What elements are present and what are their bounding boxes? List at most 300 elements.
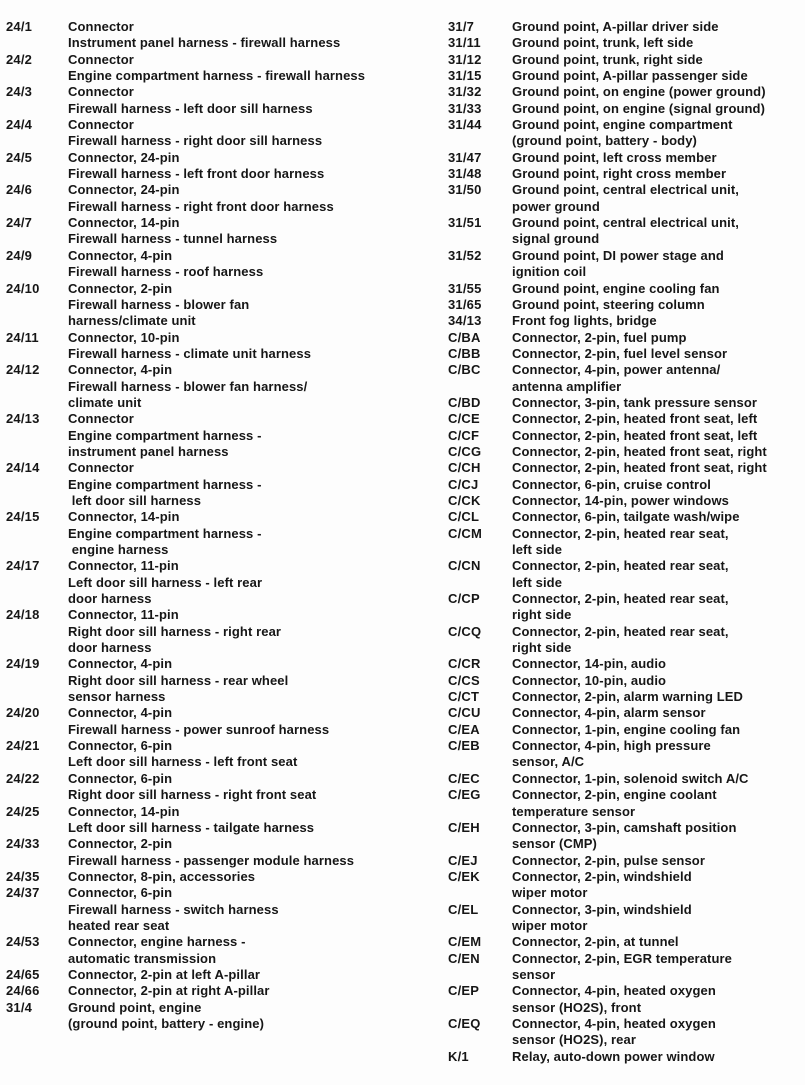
description-line: Connector, 14-pin <box>68 509 180 525</box>
description-line: Instrument panel harness - firewall harness <box>68 35 341 51</box>
component-code: 24/4 <box>6 117 33 133</box>
legend-entry <box>448 477 804 493</box>
component-code: K/1 <box>448 1048 469 1064</box>
description-line: Connector, 2-pin at right A-pillar <box>68 983 270 999</box>
component-code: 31/44 <box>448 117 482 133</box>
component-description <box>512 558 804 591</box>
component-code: C/BA <box>448 329 481 345</box>
description-line: Connector, 2-pin, pulse sensor <box>512 852 705 868</box>
description-line: sensor (HO2S), rear <box>512 1032 637 1048</box>
description-line: Engine compartment harness - <box>68 476 262 492</box>
description-line: Connector, 4-pin, high pressure <box>512 738 711 754</box>
component-description <box>512 477 804 493</box>
legend-entry <box>448 117 804 150</box>
component-description <box>68 117 426 150</box>
component-code: 24/7 <box>6 215 33 231</box>
component-code: 31/47 <box>448 149 482 165</box>
description-line: Engine compartment harness - <box>68 525 262 541</box>
component-code: 31/51 <box>448 215 482 231</box>
legend-entry <box>448 395 804 411</box>
component-code: C/CH <box>448 460 481 476</box>
legend-entry <box>6 19 426 52</box>
legend-entry <box>6 52 426 85</box>
legend-entry <box>448 983 804 1016</box>
description-line: Connector, 2-pin at left A-pillar <box>68 966 261 982</box>
legend-entry <box>6 869 426 885</box>
component-description <box>68 607 426 656</box>
component-description <box>68 558 426 607</box>
component-code: 31/33 <box>448 100 482 116</box>
component-code: 24/25 <box>6 803 40 819</box>
component-code: 24/37 <box>6 885 40 901</box>
legend-entry <box>6 771 426 804</box>
component-description <box>68 182 426 215</box>
description-line: Connector, 11-pin <box>68 558 179 574</box>
description-line: Ground point, A-pillar passenger side <box>512 68 748 84</box>
legend-entry <box>448 787 804 820</box>
component-code: C/EH <box>448 819 480 835</box>
component-description <box>512 1049 804 1065</box>
component-code: C/EN <box>448 950 480 966</box>
component-description <box>512 182 804 215</box>
description-line: Engine compartment harness - <box>68 427 262 443</box>
component-code: 24/18 <box>6 607 40 623</box>
component-description <box>68 804 426 837</box>
description-line: Firewall harness - tunnel harness <box>68 231 278 247</box>
legend-column-right <box>448 19 804 1065</box>
description-line: Front fog lights, bridge <box>512 313 657 329</box>
component-code: 31/32 <box>448 84 482 100</box>
description-line: Connector, 2-pin, heated rear seat, <box>512 591 729 607</box>
legend-entry <box>448 150 804 166</box>
description-line: Connector, 3-pin, camshaft position <box>512 819 737 835</box>
component-code: 31/11 <box>448 35 481 51</box>
description-line: wiper motor <box>512 885 588 901</box>
description-line: Firewall harness - left door sill harness <box>68 100 313 116</box>
component-code: 24/17 <box>6 558 40 574</box>
component-code: C/EL <box>448 901 479 917</box>
component-description <box>68 1000 426 1033</box>
description-line: left side <box>512 542 563 557</box>
component-description <box>68 771 426 804</box>
description-line: Right door sill harness - rear wheel <box>68 672 289 688</box>
description-line: Connector, 2-pin, engine coolant <box>512 787 717 803</box>
component-description <box>512 150 804 166</box>
description-line: Firewall harness - passenger module harness <box>68 852 355 868</box>
legend-entry <box>448 951 804 984</box>
component-description <box>68 248 426 281</box>
component-code: 31/48 <box>448 166 482 182</box>
component-description <box>512 673 804 689</box>
legend-entry <box>6 248 426 281</box>
description-line: Connector, 14-pin, power windows <box>512 492 729 508</box>
description-line: climate unit <box>68 394 142 410</box>
component-description <box>512 983 804 1016</box>
component-code: C/CT <box>448 689 480 705</box>
description-line: Connector <box>68 460 134 476</box>
description-line: Connector <box>68 117 134 133</box>
component-description <box>512 411 804 427</box>
description-line: Connector, 4-pin <box>68 362 173 378</box>
description-line: Connector, 10-pin, audio <box>512 672 667 688</box>
component-code: 24/33 <box>6 836 40 852</box>
legend-entry <box>6 558 426 607</box>
description-line: Connector, 4-pin, heated oxygen <box>512 1015 716 1031</box>
description-line: Connector, 24-pin <box>68 149 180 165</box>
legend-entry <box>448 346 804 362</box>
component-code: C/CR <box>448 656 481 672</box>
legend-entry <box>448 166 804 182</box>
component-description <box>512 787 804 820</box>
component-description <box>512 591 804 624</box>
component-description <box>512 526 804 559</box>
component-description <box>68 983 426 999</box>
description-line: Ground point, steering column <box>512 296 705 312</box>
legend-entry <box>6 705 426 738</box>
component-description <box>68 656 426 705</box>
description-line: Connector, 4-pin <box>68 705 173 721</box>
legend-entry <box>448 215 804 248</box>
description-line: door harness <box>68 591 152 607</box>
component-description <box>512 330 804 346</box>
legend-entry <box>448 68 804 84</box>
legend-entry <box>448 1016 804 1049</box>
legend-entry <box>6 150 426 183</box>
component-description <box>512 738 804 771</box>
legend-column-left <box>6 19 426 1032</box>
description-line: temperature sensor <box>512 803 636 819</box>
description-line: Connector <box>68 84 134 100</box>
description-line: Connector, 2-pin, at tunnel <box>512 934 679 950</box>
description-line: Connector, 14-pin <box>68 803 180 819</box>
component-code: C/CP <box>448 591 480 607</box>
description-line: Ground point, engine <box>68 999 202 1015</box>
component-code: C/EA <box>448 721 480 737</box>
component-code: C/BC <box>448 362 481 378</box>
component-description <box>512 346 804 362</box>
component-description <box>68 281 426 330</box>
description-line: Left door sill harness - tailgate harness <box>68 819 315 835</box>
component-description <box>68 738 426 771</box>
description-line: Ground point, DI power stage and <box>512 247 724 263</box>
legend-entry <box>6 362 426 411</box>
description-line: Firewall harness - left front door harness <box>68 166 325 182</box>
component-description <box>68 19 426 52</box>
description-line: Ground point, on engine (signal ground) <box>512 100 766 116</box>
legend-entry <box>6 281 426 330</box>
component-code: 24/12 <box>6 362 40 378</box>
description-line: Ground point, trunk, right side <box>512 51 703 67</box>
description-line: Ground point, engine compartment <box>512 117 733 133</box>
legend-entry <box>448 624 804 657</box>
description-line: Connector, 2-pin, windshield <box>512 868 692 884</box>
component-code: C/EP <box>448 983 480 999</box>
legend-entry <box>6 411 426 460</box>
legend-entry <box>6 330 426 363</box>
legend-entry <box>6 804 426 837</box>
legend-entry <box>6 607 426 656</box>
component-description <box>512 281 804 297</box>
component-description <box>512 215 804 248</box>
component-description <box>512 869 804 902</box>
description-line: Connector <box>68 19 134 34</box>
description-line: Connector, 1-pin, solenoid switch A/C <box>512 770 749 786</box>
component-description <box>68 869 426 885</box>
description-line: sensor harness <box>68 689 166 705</box>
description-line: Connector, 6-pin, cruise control <box>512 476 711 492</box>
description-line: Connector, engine harness - <box>68 934 246 950</box>
component-description <box>512 395 804 411</box>
description-line: right side <box>512 640 572 656</box>
component-description <box>68 836 426 869</box>
legend-entry <box>6 885 426 934</box>
component-description <box>512 689 804 705</box>
legend-entry <box>6 738 426 771</box>
component-description <box>512 624 804 657</box>
component-description <box>512 101 804 117</box>
description-line: Connector, 2-pin, heated front seat, left <box>512 411 758 427</box>
description-line: Connector, 1-pin, engine cooling fan <box>512 721 741 737</box>
component-code: C/EK <box>448 868 480 884</box>
description-line: Right door sill harness - right rear <box>68 623 282 639</box>
description-line: Connector <box>68 51 134 67</box>
component-description <box>512 1016 804 1049</box>
component-code: 24/35 <box>6 868 40 884</box>
legend-entry <box>6 509 426 558</box>
component-code: 31/15 <box>448 68 482 84</box>
legend-entry <box>448 591 804 624</box>
component-code: 24/22 <box>6 770 40 786</box>
description-line: Connector, 4-pin <box>68 656 173 672</box>
description-line: sensor <box>512 966 556 982</box>
component-code: C/CS <box>448 672 480 688</box>
legend-entry <box>448 19 804 35</box>
component-description <box>512 166 804 182</box>
component-code: 31/12 <box>448 51 482 67</box>
component-code: 24/14 <box>6 460 40 476</box>
description-line: Ground point, engine cooling fan <box>512 280 720 296</box>
description-line: Connector, 2-pin <box>68 280 173 296</box>
component-description <box>512 362 804 395</box>
description-line: instrument panel harness <box>68 443 229 459</box>
component-code: 24/20 <box>6 705 40 721</box>
component-code: 24/21 <box>6 738 40 754</box>
component-code: C/CE <box>448 411 480 427</box>
legend-entry <box>448 820 804 853</box>
legend-entry <box>6 1000 426 1033</box>
legend-entry <box>448 35 804 51</box>
description-line: Ground point, A-pillar driver side <box>512 19 719 34</box>
component-description <box>68 885 426 934</box>
component-description <box>512 509 804 525</box>
description-line: Connector, 11-pin <box>68 607 179 623</box>
component-code: 24/65 <box>6 966 40 982</box>
component-code: 24/2 <box>6 51 33 67</box>
component-description <box>512 934 804 950</box>
description-line: Connector, 14-pin <box>68 215 180 231</box>
component-description <box>512 820 804 853</box>
description-line: (ground point, battery - body) <box>512 133 697 149</box>
component-description <box>68 84 426 117</box>
component-description <box>68 150 426 183</box>
component-code: 24/53 <box>6 934 40 950</box>
description-line: left side <box>512 574 563 590</box>
description-line: Connector, 4-pin, alarm sensor <box>512 705 706 721</box>
description-line: signal ground <box>512 231 600 247</box>
description-line: Connector, 10-pin <box>68 329 180 345</box>
component-description <box>68 330 426 363</box>
component-code: 24/5 <box>6 149 33 165</box>
description-line: Connector, 2-pin, alarm warning LED <box>512 689 744 705</box>
component-code: C/CQ <box>448 623 482 639</box>
description-line: heated rear seat <box>68 917 170 933</box>
component-code: C/CL <box>448 509 480 525</box>
component-description <box>512 902 804 935</box>
legend-entry <box>448 281 804 297</box>
legend-entry <box>448 182 804 215</box>
component-code: 31/7 <box>448 19 475 34</box>
legend-entry <box>448 689 804 705</box>
description-line: Connector, 2-pin, heated rear seat, <box>512 623 729 639</box>
component-description <box>512 493 804 509</box>
description-line: Connector, 4-pin, power antenna/ <box>512 362 721 378</box>
description-line: Firewall harness - switch harness <box>68 901 279 917</box>
legend-entry <box>6 656 426 705</box>
component-code: 24/13 <box>6 411 40 427</box>
description-line: sensor (CMP) <box>512 836 597 852</box>
legend-entry <box>448 101 804 117</box>
description-line: Connector, 2-pin, heated front seat, right <box>512 460 767 476</box>
component-description <box>512 951 804 984</box>
component-description <box>68 934 426 967</box>
description-line: Firewall harness - power sunroof harness <box>68 721 330 737</box>
legend-entry <box>448 411 804 427</box>
legend-entry <box>448 738 804 771</box>
description-line: door harness <box>68 640 152 656</box>
legend-entry <box>448 558 804 591</box>
description-line: Left door sill harness - left front seat <box>68 754 298 770</box>
component-description <box>512 297 804 313</box>
description-line: Connector, 6-pin <box>68 885 173 901</box>
legend-entry <box>448 869 804 902</box>
component-description <box>512 248 804 281</box>
description-line: Connector, 6-pin <box>68 770 173 786</box>
legend-entry <box>448 853 804 869</box>
component-code: C/EM <box>448 934 482 950</box>
description-line: Ground point, on engine (power ground) <box>512 84 766 100</box>
component-description <box>68 967 426 983</box>
component-description <box>512 853 804 869</box>
component-code: C/BD <box>448 394 481 410</box>
component-code: 24/66 <box>6 983 40 999</box>
component-description <box>512 52 804 68</box>
description-line: Relay, auto-down power window <box>512 1048 715 1064</box>
description-line: ignition coil <box>512 264 587 280</box>
description-line: Connector, 4-pin, heated oxygen <box>512 983 716 999</box>
component-description <box>512 771 804 787</box>
description-line: Connector, 3-pin, windshield <box>512 901 692 917</box>
description-line: sensor, A/C <box>512 754 585 770</box>
description-line: Connector, 2-pin, heated front seat, left <box>512 427 758 443</box>
description-line: Firewall harness - climate unit harness <box>68 345 312 361</box>
description-line: Connector, 2-pin, heated rear seat, <box>512 525 729 541</box>
component-code: C/EC <box>448 770 480 786</box>
description-line: Firewall harness - right front door harness <box>68 198 334 214</box>
description-line: Connector, 2-pin, heated front seat, right <box>512 443 767 459</box>
legend-entry <box>448 656 804 672</box>
component-code: 31/50 <box>448 182 482 198</box>
component-code: C/CU <box>448 705 481 721</box>
description-line: left door sill harness <box>68 492 202 508</box>
component-description <box>68 460 426 509</box>
component-code: 24/9 <box>6 247 33 263</box>
legend-entry <box>448 313 804 329</box>
component-description <box>512 460 804 476</box>
legend-entry <box>448 362 804 395</box>
component-description <box>68 411 426 460</box>
description-line: antenna amplifier <box>512 378 622 394</box>
component-description <box>512 444 804 460</box>
description-line: (ground point, battery - engine) <box>68 1015 265 1031</box>
component-code: 24/3 <box>6 84 33 100</box>
description-line: Connector, 2-pin, fuel level sensor <box>512 345 728 361</box>
component-code: C/CJ <box>448 476 479 492</box>
component-description <box>512 68 804 84</box>
legend-entry <box>6 460 426 509</box>
component-code: C/EJ <box>448 852 478 868</box>
component-code: 24/1 <box>6 19 33 34</box>
legend-entry <box>6 983 426 999</box>
legend-entry <box>448 52 804 68</box>
description-line: Right door sill harness - right front seat <box>68 787 317 803</box>
component-code: 34/13 <box>448 313 482 329</box>
component-code: 24/10 <box>6 280 40 296</box>
component-code: C/EG <box>448 787 481 803</box>
component-description <box>512 84 804 100</box>
component-description <box>512 117 804 150</box>
component-code: C/EB <box>448 738 480 754</box>
description-line: wiper motor <box>512 917 588 933</box>
legend-entry <box>6 967 426 983</box>
description-line: automatic transmission <box>68 950 217 966</box>
component-description <box>512 656 804 672</box>
component-code: C/CG <box>448 443 482 459</box>
component-description <box>512 35 804 51</box>
description-line: Connector, 6-pin <box>68 738 173 754</box>
component-description <box>512 19 804 35</box>
description-line: Connector, 2-pin, EGR temperature <box>512 950 733 966</box>
description-line: Firewall harness - roof harness <box>68 264 264 280</box>
component-code: C/EQ <box>448 1015 481 1031</box>
legend-entry <box>6 182 426 215</box>
component-code: C/CM <box>448 525 483 541</box>
component-description <box>68 509 426 558</box>
legend-entry <box>448 673 804 689</box>
description-line: Ground point, central electrical unit, <box>512 215 739 231</box>
component-code: C/CN <box>448 558 481 574</box>
component-description <box>512 722 804 738</box>
component-code: 24/6 <box>6 182 33 198</box>
legend-entry <box>448 444 804 460</box>
description-line: Engine compartment harness - firewall harness <box>68 68 366 84</box>
description-line: Ground point, central electrical unit, <box>512 182 739 198</box>
component-code: 24/11 <box>6 329 39 345</box>
description-line: harness/climate unit <box>68 313 196 329</box>
component-description <box>68 705 426 738</box>
legend-entry <box>6 117 426 150</box>
component-code: C/BB <box>448 345 481 361</box>
component-code: 31/65 <box>448 296 482 312</box>
